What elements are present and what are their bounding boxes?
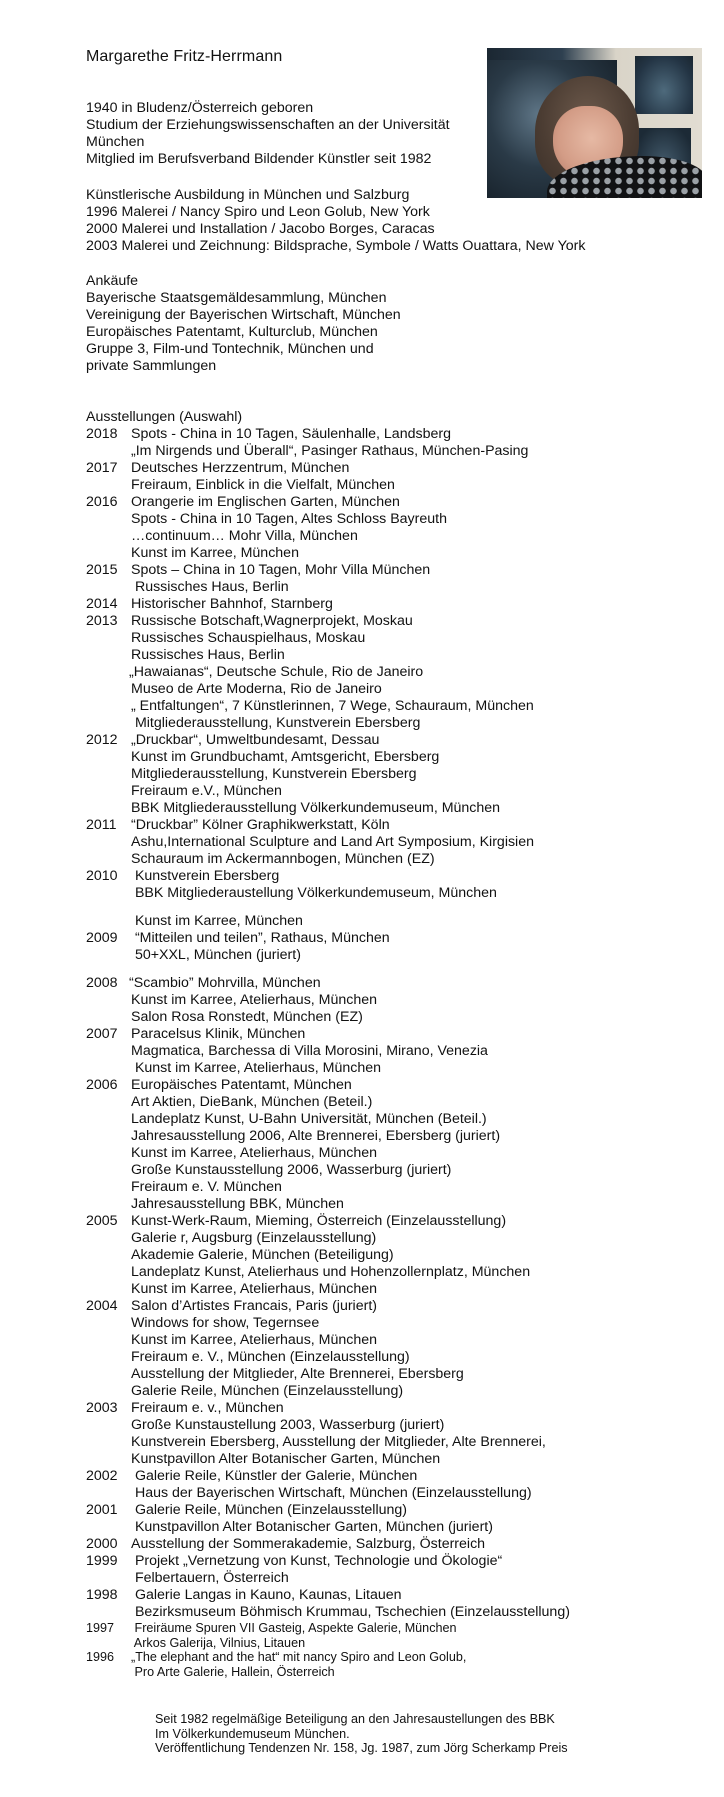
exhibition-row	[86, 1128, 706, 1145]
exhibition-row	[86, 1213, 706, 1230]
exhibition-row	[86, 1519, 706, 1536]
exhibition-row	[86, 1009, 706, 1026]
exhibition-row	[86, 1094, 706, 1111]
exhibition-text: Museo de Arte Moderna, Rio de Janeiro	[131, 681, 382, 697]
exhibition-text: Projekt „Vernetzung von Kunst, Technologie und Ökologie“	[131, 1553, 503, 1569]
exhibition-row	[86, 766, 706, 783]
exhibition-row	[86, 613, 706, 630]
exhibition-row	[86, 783, 706, 800]
exhibition-row	[86, 545, 706, 562]
exhibition-row	[86, 1247, 706, 1264]
exhibition-text: Ausstellung der Mitglieder, Alte Brennerei, Ebersberg	[131, 1366, 464, 1382]
exhibition-row	[86, 647, 706, 664]
exhibition-text: Galerie Langas in Kauno, Kaunas, Litauen	[131, 1587, 402, 1603]
exhibition-year: 2005	[86, 1213, 118, 1229]
exhibition-text: Russisches Haus, Berlin	[131, 647, 285, 663]
exhibition-text: Deutsches Herzzentrum, München	[131, 460, 350, 476]
exhibition-year: 1999	[86, 1553, 118, 1569]
exhibition-text: Kunst im Karree, Atelierhaus, München	[131, 1060, 381, 1076]
exhibition-row	[86, 1349, 706, 1366]
exhibition-year: 1997	[86, 1621, 115, 1635]
exhibition-row	[86, 528, 706, 545]
exhibition-text: Ashu,International Sculpture and Land Art Symposium, Kirgisien	[131, 834, 534, 850]
training-line: 2003 Malerei und Zeichnung: Bildsprache, Symbole / Watts Ouattara, New York	[86, 238, 586, 254]
exhibition-year: 2010	[86, 868, 118, 884]
exhibition-text: Freiraum e. V. München	[131, 1179, 282, 1195]
exhibition-text: Mitgliederausstellung, Kunstverein Ebersberg	[131, 766, 417, 782]
exhibition-row	[86, 562, 706, 579]
exhibitions-list	[86, 426, 706, 1679]
exhibition-text: Art Aktien, DieBank, München (Beteil.)	[131, 1094, 373, 1110]
exhibition-year: 2006	[86, 1077, 118, 1093]
exhibition-row	[86, 1451, 706, 1468]
acquisition-item: Gruppe 3, Film-und Tontechnik, München und	[86, 341, 374, 357]
exhibition-row	[86, 1434, 706, 1451]
acquisitions-heading: Ankäufe	[86, 273, 139, 289]
exhibition-row	[86, 1060, 706, 1077]
exhibition-row	[86, 596, 706, 613]
bio-line: Mitglied im Berufsverband Bildender Künstler seit 1982	[86, 151, 432, 167]
acquisition-item: private Sammlungen	[86, 358, 217, 374]
exhibition-text: BBK Mitgliederaustellung Völkerkundemuseum, München	[131, 885, 497, 901]
exhibition-text: „The elephant and the hat“ mit nancy Spiro and Leon Golub,	[131, 1650, 467, 1664]
exhibition-row	[86, 1650, 706, 1665]
exhibition-text: Akademie Galerie, München (Beteiligung)	[131, 1247, 394, 1263]
exhibition-year: 2011	[86, 817, 117, 833]
exhibition-row	[86, 1077, 706, 1094]
exhibition-text: “Scambio” Mohrvilla, München	[129, 975, 321, 991]
exhibition-row	[86, 1485, 706, 1502]
exhibition-row	[86, 1604, 706, 1621]
exhibition-row	[86, 1621, 706, 1636]
exhibition-row	[86, 630, 706, 647]
exhibition-text: “Druckbar” Kölner Graphikwerkstatt, Köln	[131, 817, 390, 833]
exhibition-year: 2004	[86, 1298, 118, 1314]
exhibition-text: „Druckbar“, Umweltbundesamt, Dessau	[131, 732, 380, 748]
exhibition-row	[86, 681, 706, 698]
exhibition-row	[86, 885, 706, 902]
exhibition-text: Arkos Galerija, Vilnius, Litauen	[131, 1635, 306, 1650]
acquisition-item: Vereinigung der Bayerischen Wirtschaft, München	[86, 307, 401, 323]
exhibition-year: 2009	[86, 930, 118, 946]
exhibition-row	[86, 992, 706, 1009]
exhibition-row	[86, 511, 706, 528]
exhibition-text: Freiraum e.V., München	[131, 783, 282, 799]
exhibition-text: Schauraum im Ackermannbogen, München (EZ)	[131, 851, 435, 867]
bio-section	[86, 100, 450, 168]
training-line: 2000 Malerei und Installation / Jacobo Borges, Caracas	[86, 221, 435, 237]
exhibition-year: 2013	[86, 613, 118, 629]
exhibition-row	[86, 1502, 706, 1519]
exhibition-row	[86, 1570, 706, 1587]
exhibition-text: Spots - China in 10 Tagen, Altes Schloss Bayreuth	[131, 511, 447, 527]
exhibition-row	[86, 1196, 706, 1213]
exhibition-text: Orangerie im Englischen Garten, München	[131, 494, 400, 510]
exhibition-row	[86, 800, 706, 817]
exhibition-year: 2002	[86, 1468, 118, 1484]
exhibition-text: „Im Nirgends und Überall“, Pasinger Rathaus, München-Pasing	[131, 443, 529, 459]
exhibition-text: Kunst im Karree, München	[131, 545, 299, 561]
exhibition-text: Ausstellung der Sommerakademie, Salzburg, Österreich	[131, 1536, 486, 1552]
exhibition-text: Freiräume Spuren VII Gasteig, Aspekte Galerie, München	[131, 1621, 457, 1635]
exhibition-year: 2012	[86, 732, 118, 748]
exhibition-row	[86, 1553, 706, 1570]
exhibition-year: 2003	[86, 1400, 118, 1416]
exhibition-text: Kunstpavillon Alter Botanischer Garten, München	[131, 1451, 441, 1467]
exhibition-text: Kunst im Karree, Atelierhaus, München	[131, 1145, 378, 1161]
exhibition-year: 1998	[86, 1587, 118, 1603]
exhibition-row	[86, 1468, 706, 1485]
exhibition-text: Kunstpavillon Alter Botanischer Garten, München (juriert)	[131, 1519, 493, 1535]
exhibition-text: Salon Rosa Ronstedt, München (EZ)	[131, 1009, 363, 1025]
exhibition-row	[86, 975, 706, 992]
acquisitions-section	[86, 273, 401, 375]
exhibitions-section	[86, 409, 706, 1679]
exhibition-text: Kunst im Karree, München	[131, 913, 303, 929]
exhibition-text: Mitgliederausstellung, Kunstverein Ebersberg	[131, 715, 421, 731]
bio-line: München	[86, 134, 145, 150]
exhibition-text: Kunst im Grundbuchamt, Amtsgericht, Ebersberg	[131, 749, 440, 765]
exhibition-text: Salon d’Artistes Francais, Paris (juriert)	[131, 1298, 377, 1314]
exhibition-text: „ Entfaltungen“, 7 Künstlerinnen, 7 Wege, Schauraum, München	[131, 698, 534, 714]
exhibition-row	[86, 1281, 706, 1298]
exhibition-text: Freiraum e. v., München	[131, 1400, 284, 1416]
exhibition-text: Europäisches Patentamt, München	[131, 1077, 352, 1093]
exhibition-text: Kunst im Karree, Atelierhaus, München	[131, 992, 378, 1008]
exhibition-text: Kunstverein Ebersberg	[131, 868, 280, 884]
artist-portrait-photo	[487, 48, 702, 198]
exhibition-row	[86, 426, 706, 443]
footer-line: Seit 1982 regelmäßige Beteiligung an den Jahresaustellungen des BBK	[155, 1712, 555, 1726]
exhibition-row	[86, 477, 706, 494]
exhibition-text: Galerie Reile, München (Einzelausstellung)	[131, 1383, 404, 1399]
exhibition-text: Spots – China in 10 Tagen, Mohr Villa München	[131, 562, 431, 578]
exhibition-text: „Hawaianas“, Deutsche Schule, Rio de Janeiro	[129, 664, 424, 680]
exhibition-row	[86, 443, 706, 460]
exhibition-row	[86, 732, 706, 749]
footer-line: Im Völkerkundemuseum München.	[155, 1726, 350, 1741]
exhibition-row	[86, 1026, 706, 1043]
exhibition-year: 2007	[86, 1026, 118, 1042]
exhibition-text: Kunst im Karree, Atelierhaus, München	[131, 1281, 378, 1297]
exhibition-text: Landeplatz Kunst, U-Bahn Universität, München (Beteil.)	[131, 1111, 487, 1127]
exhibition-row	[86, 1162, 706, 1179]
artist-name: Margarethe Fritz-Herrmann	[86, 48, 283, 65]
exhibition-row	[86, 930, 706, 947]
exhibition-row	[86, 834, 706, 851]
exhibition-text: Spots - China in 10 Tagen, Säulenhalle, Landsberg	[131, 426, 451, 442]
acquisition-item: Bayerische Staatsgemäldesammlung, München	[86, 290, 387, 306]
exhibition-row	[86, 1665, 706, 1680]
exhibition-row	[86, 1179, 706, 1196]
exhibition-year: 2017	[86, 460, 118, 476]
exhibition-row	[86, 664, 706, 681]
exhibition-year: 2001	[86, 1502, 118, 1518]
exhibition-year: 2000	[86, 1536, 118, 1552]
exhibition-text: …continuum… Mohr Villa, München	[131, 528, 358, 544]
exhibition-text: Große Kunstausstellung 2006, Wasserburg (juriert)	[131, 1162, 452, 1178]
exhibitions-heading: Ausstellungen (Auswahl)	[86, 409, 243, 425]
training-section	[86, 187, 585, 255]
exhibition-row	[86, 1043, 706, 1060]
exhibition-row	[86, 1536, 706, 1553]
exhibition-row	[86, 1636, 706, 1651]
exhibition-row	[86, 494, 706, 511]
exhibition-row	[86, 868, 706, 885]
exhibition-text: Russisches Schauspielhaus, Moskau	[131, 630, 366, 646]
exhibition-row	[86, 947, 706, 964]
exhibition-row	[86, 1383, 706, 1400]
exhibition-row	[86, 1315, 706, 1332]
footer-line: Veröffentlichung Tendenzen Nr. 158, Jg. 1987, zum Jörg Scherkamp Preis	[155, 1741, 568, 1755]
exhibition-text: Kunst-Werk-Raum, Mieming, Österreich (Einzelausstellung)	[131, 1213, 507, 1229]
footer-notes	[155, 1712, 568, 1756]
bio-line: Studium der Erziehungswissenschaften an der Universität	[86, 117, 450, 133]
exhibition-text: Galerie r, Augsburg (Einzelausstellung)	[131, 1230, 377, 1246]
exhibition-text: Magmatica, Barchessa di Villa Morosini, Mirano, Venezia	[131, 1043, 488, 1059]
exhibition-text: Jahresausstellung BBK, München	[131, 1196, 344, 1212]
exhibition-text: Kunst im Karree, Atelierhaus, München	[131, 1332, 378, 1348]
acquisition-item: Europäisches Patentamt, Kulturclub, München	[86, 324, 378, 340]
exhibition-text: Haus der Bayerischen Wirtschaft, München (Einzelausstellung)	[131, 1485, 532, 1501]
exhibition-text: “Mitteilen und teilen”, Rathaus, München	[131, 930, 390, 946]
exhibition-row	[86, 1332, 706, 1349]
exhibition-row	[86, 1230, 706, 1247]
exhibition-row	[86, 715, 706, 732]
exhibition-row	[86, 1400, 706, 1417]
exhibition-text: Paracelsus Klinik, München	[131, 1026, 306, 1042]
painting-background-top-right	[635, 56, 693, 114]
exhibition-text: Kunstverein Ebersberg, Ausstellung der Mitglieder, Alte Brennerei,	[131, 1434, 546, 1450]
exhibition-text: Bezirksmuseum Böhmisch Krummau, Tschechien (Einzelausstellung)	[131, 1604, 570, 1620]
exhibition-text: Historischer Bahnhof, Starnberg	[131, 596, 333, 612]
exhibition-row	[86, 749, 706, 766]
exhibition-text: Jahresausstellung 2006, Alte Brennerei, Ebersberg (juriert)	[131, 1128, 501, 1144]
exhibition-year: 2018	[86, 426, 118, 442]
exhibition-row	[86, 1587, 706, 1604]
training-line: 1996 Malerei / Nancy Spiro und Leon Golub, New York	[86, 204, 430, 220]
exhibition-text: Landeplatz Kunst, Atelierhaus und Hohenzollernplatz, München	[131, 1264, 531, 1280]
exhibition-year: 2016	[86, 494, 118, 510]
exhibition-row	[86, 1366, 706, 1383]
exhibition-row	[86, 1111, 706, 1128]
training-line: Künstlerische Ausbildung in München und Salzburg	[86, 187, 410, 203]
exhibition-row	[86, 913, 706, 930]
exhibition-text: 50+XXL, München (juriert)	[131, 947, 301, 963]
exhibition-text: BBK Mitgliederausstellung Völkerkundemuseum, München	[131, 800, 501, 816]
exhibition-row	[86, 698, 706, 715]
exhibition-text: Freiraum, Einblick in die Vielfalt, München	[131, 477, 395, 493]
exhibition-year: 1996	[86, 1650, 115, 1664]
exhibition-row	[86, 1264, 706, 1281]
exhibition-year: 2015	[86, 562, 118, 578]
exhibition-text: Felbertauern, Österreich	[131, 1570, 289, 1586]
exhibition-row	[86, 851, 706, 868]
exhibition-row	[86, 1145, 706, 1162]
exhibition-text: Windows for show, Tegernsee	[131, 1315, 320, 1331]
exhibition-row	[86, 460, 706, 477]
exhibition-text: Galerie Reile, München (Einzelausstellung)	[131, 1502, 408, 1518]
exhibition-text: Galerie Reile, Künstler der Galerie, München	[131, 1468, 418, 1484]
exhibition-row	[86, 1417, 706, 1434]
exhibition-text: Freiraum e. V., München (Einzelausstellung)	[131, 1349, 410, 1365]
exhibition-year: 2014	[86, 596, 118, 612]
bio-line: 1940 in Bludenz/Österreich geboren	[86, 100, 314, 116]
exhibition-year: 2008	[86, 975, 118, 991]
exhibition-text: Große Kunstaustellung 2003, Wasserburg (juriert)	[131, 1417, 445, 1433]
exhibition-row	[86, 1298, 706, 1315]
exhibition-text: Russisches Haus, Berlin	[131, 579, 289, 595]
exhibition-row	[86, 817, 706, 834]
exhibition-text: Russische Botschaft,Wagnerprojekt, Moskau	[131, 613, 413, 629]
exhibition-text: Pro Arte Galerie, Hallein, Österreich	[131, 1664, 335, 1679]
exhibition-row	[86, 579, 706, 596]
